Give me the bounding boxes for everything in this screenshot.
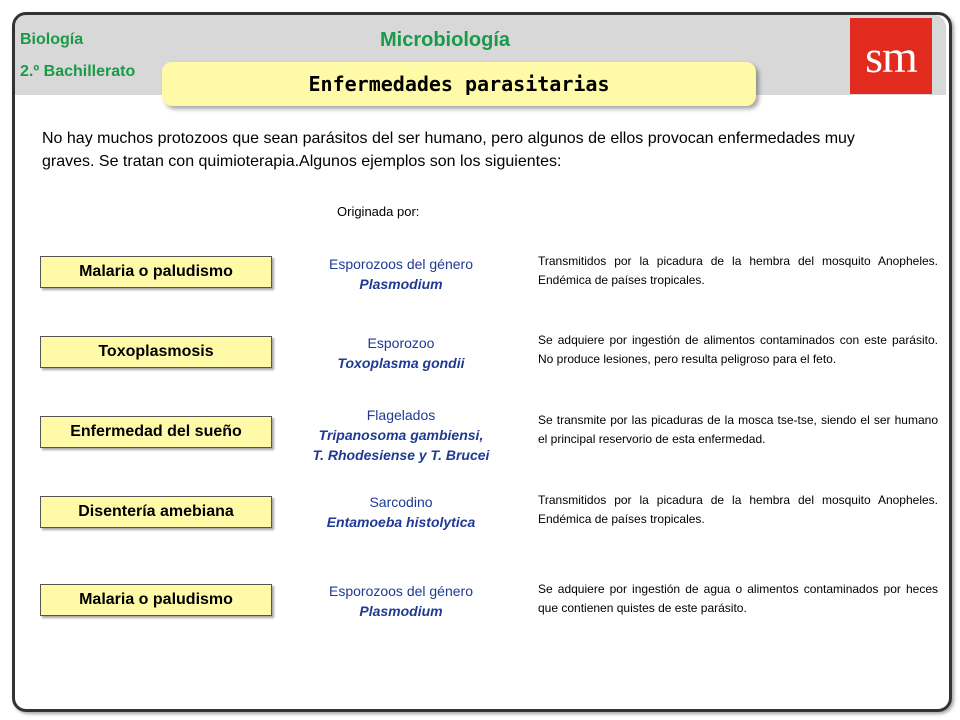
description-amoebic-dysentery: Transmitidos por la picadura de la hembra del mosquito Anopheles. Endémica de países tropicales. bbox=[538, 493, 938, 526]
description-malaria-2: Se adquiere por ingestión de agua o alimentos contaminados por heces que contienen quistes de este parásito. bbox=[538, 582, 938, 615]
agent-species: Tripanosoma gambiensi, bbox=[318, 427, 484, 443]
agent-amoebic-dysentery bbox=[300, 492, 502, 532]
agent-malaria-2 bbox=[300, 581, 502, 621]
agent-group: Esporozoo bbox=[367, 335, 435, 351]
agent-sleeping-sickness bbox=[300, 405, 502, 465]
description-sleeping-sickness: Se transmite por las picaduras de la mosca tse-tse, siendo el ser humano el principal reservorio de esta enfermedad. bbox=[538, 413, 938, 446]
description-toxoplasmosis: Se adquiere por ingestión de alimentos contaminados con este parásito. No produce lesiones, pero resulta peligroso para el feto. bbox=[538, 333, 938, 366]
publisher-logo: sm bbox=[850, 18, 932, 94]
disease-box-malaria-2: Malaria o paludismo bbox=[40, 584, 272, 616]
intro-paragraph: No hay muchos protozoos que sean parásitos del ser humano, pero algunos de ellos provocan enfermedades muy graves. Se tratan con quimioterapia.Algunos ejemplos son los siguientes: bbox=[42, 130, 855, 170]
disease-box-malaria: Malaria o paludismo bbox=[40, 256, 272, 288]
agent-toxoplasmosis bbox=[300, 333, 502, 373]
agent-species: Entamoeba histolytica bbox=[326, 514, 476, 530]
agent-malaria bbox=[300, 254, 502, 294]
agent-group: Esporozoos del género bbox=[329, 256, 473, 272]
disease-box-amoebic-dysentery: Disentería amebiana bbox=[40, 496, 272, 528]
agent-species: Plasmodium bbox=[359, 276, 443, 292]
column-header-origin: Originada por: bbox=[337, 204, 420, 219]
agent-species: Toxoplasma gondii bbox=[337, 355, 465, 371]
description-malaria: Transmitidos por la picadura de la hembra del mosquito Anopheles. Endémica de países tropicales. bbox=[538, 254, 938, 287]
agent-group: Esporozoos del género bbox=[329, 583, 473, 599]
agent-group: Sarcodino bbox=[369, 494, 433, 510]
agent-species: Plasmodium bbox=[359, 603, 443, 619]
section-title: Microbiología bbox=[380, 29, 510, 51]
page-title: Enfermedades parasitarias bbox=[308, 72, 610, 96]
course-label: 2.º Bachillerato bbox=[20, 63, 136, 80]
disease-box-sleeping-sickness: Enfermedad del sueño bbox=[40, 416, 272, 448]
subject-label: Biología bbox=[20, 31, 84, 48]
disease-box-toxoplasmosis: Toxoplasmosis bbox=[40, 336, 272, 368]
agent-group: Flagelados bbox=[366, 407, 436, 423]
page-title-banner bbox=[162, 62, 756, 106]
agent-species: T. Rhodesiense y T. Brucei bbox=[312, 447, 490, 463]
